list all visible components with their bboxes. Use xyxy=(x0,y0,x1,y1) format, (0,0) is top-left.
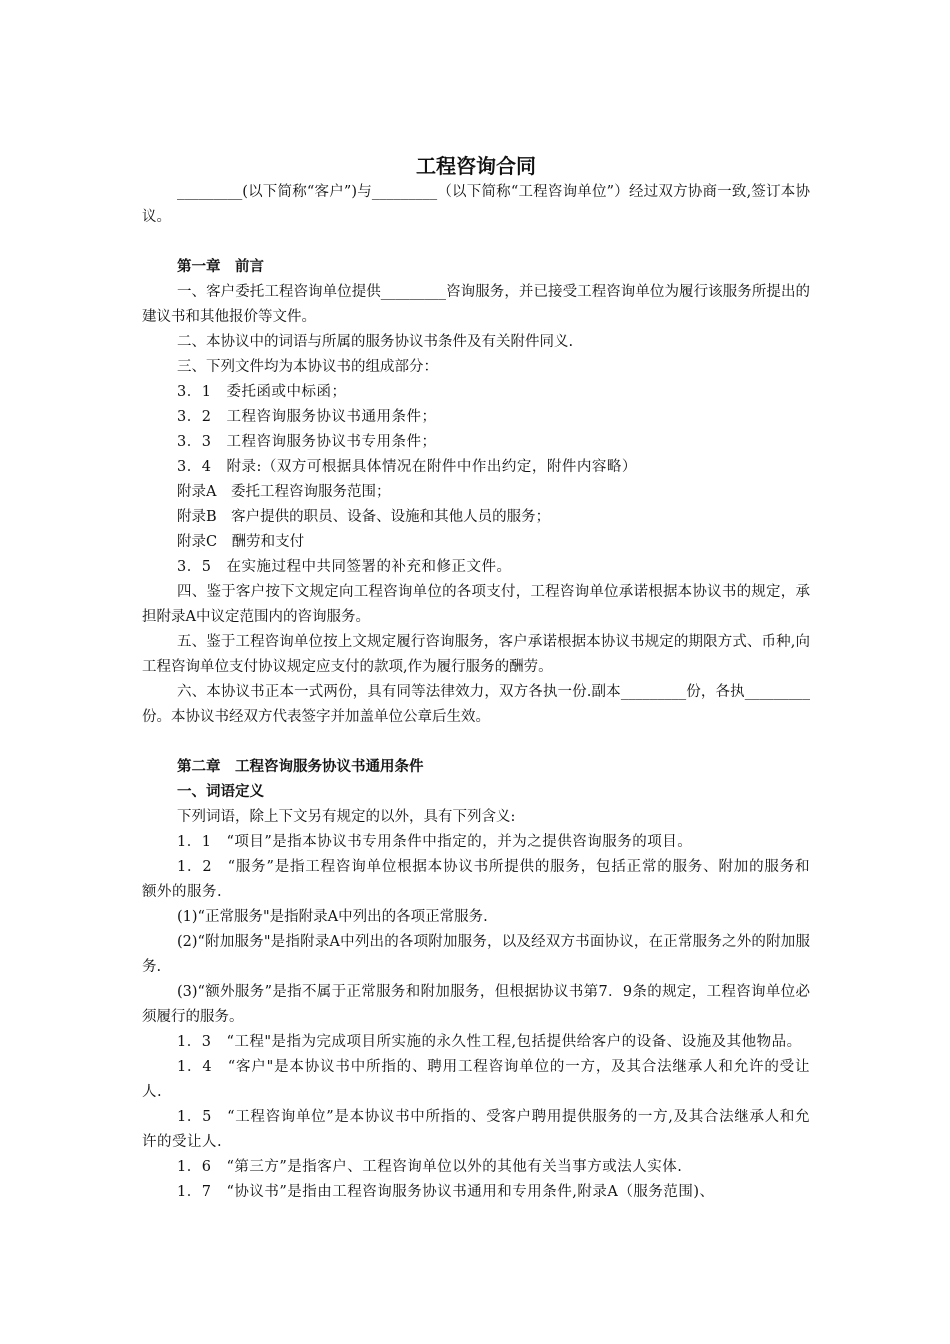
chapter2-subheading: 一、词语定义 xyxy=(177,784,264,800)
definition-subitem: (3)“额外服务”是指不属于正常服务和附加服务，但根据协议书第7．9条的规定，工程咨询单位必须履行的服务。 xyxy=(142,984,810,1025)
chapter1-list-item: 3．4 附录:（双方可根据具体情况在附件中作出约定，附件内容略） xyxy=(177,459,637,475)
definition-item: 1．4 “客户"是本协议书中所指的、聘用工程咨询单位的一方，及其合法继承人和允许的受让人. xyxy=(142,1059,810,1100)
chapter2-paragraph: 下列词语，除上下文另有规定的以外，具有下列含义: xyxy=(177,809,516,825)
chapter1-paragraph: 三、下列文件均为本协议书的组成部分： xyxy=(177,359,438,375)
chapter1-paragraph: 一、客户委托工程咨询单位提供_________咨询服务，并已接受工程咨询单位为履行该服务所提出的建议书和其他报价等文件。 xyxy=(142,284,810,325)
chapter1-list-item: 3．3 工程咨询服务协议书专用条件； xyxy=(177,434,437,450)
chapter1-list-item: 3．1 委托函或中标函； xyxy=(177,384,347,400)
document-title: 工程咨询合同 xyxy=(416,154,536,178)
chapter1-paragraph: 四、鉴于客户按下文规定向工程咨询单位的各项支付，工程咨询单位承诺根据本协议书的规定，承担附录A中议定范围内的咨询服务。 xyxy=(142,584,810,625)
definition-subitem: (1)“正常服务"是指附录A中列出的各项正常服务. xyxy=(177,909,488,925)
chapter1-heading: 第一章 前言 xyxy=(177,259,264,275)
chapter1-list-item: 3．2 工程咨询服务协议书通用条件； xyxy=(177,409,437,425)
definition-item: 1．3 “工程"是指为完成项目所实施的永久性工程,包括提供给客户的设备、设施及其他物品。 xyxy=(177,1034,802,1050)
chapter1-paragraph: 五、鉴于工程咨询单位按上文规定履行咨询服务，客户承诺根据本协议书规定的期限方式、币种,向工程咨询单位支付协议规定应支付的款项,作为履行服务的酬劳。 xyxy=(142,634,810,675)
chapter1-paragraph: 六、本协议书正本一式两份，具有同等法律效力，双方各执一份.副本_________份，各执_________份。本协议书经双方代表签字并加盖单位公章后生效。 xyxy=(142,684,810,725)
definition-item: 1．6 “第三方”是指客户、工程咨询单位以外的其他有关当事方或法人实体. xyxy=(177,1159,683,1175)
appendix-item: 附录C 酬劳和支付 xyxy=(177,534,305,550)
intro-paragraph: _________(以下简称“客户”)与_________（以下简称“工程咨询单位”）经过双方协商一致,签订本协议。 xyxy=(142,184,810,225)
definition-item: 1．2 “服务”是指工程咨询单位根据本协议书所提供的服务，包括正常的服务、附加的服务和额外的服务. xyxy=(142,859,810,900)
definition-item: 1．1 “项目”是指本协议书专用条件中指定的，并为之提供咨询服务的项目。 xyxy=(177,834,693,850)
definition-item: 1．5 “工程咨询单位”是本协议书中所指的、受客户聘用提供服务的一方,及其合法继承人和允许的受让人. xyxy=(142,1109,810,1150)
definition-item: 1．7 “协议书”是指由工程咨询服务协议书通用和专用条件,附录A（服务范围)、 xyxy=(177,1184,715,1200)
chapter1-paragraph: 二、本协议中的词语与所属的服务协议书条件及有关附件同义. xyxy=(177,334,574,350)
appendix-item: 附录B 客户提供的职员、设备、设施和其他人员的服务； xyxy=(177,509,551,525)
chapter2-heading: 第二章 工程咨询服务协议书通用条件 xyxy=(177,759,424,775)
document-page xyxy=(142,152,810,1205)
appendix-item: 附录A 委托工程咨询服务范围； xyxy=(177,484,391,500)
definition-subitem: (2)“附加服务"是指附录A中列出的各项附加服务，以及经双方书面协议，在正常服务之外的附加服务. xyxy=(142,934,810,975)
chapter1-list-item: 3．5 在实施过程中共同签署的补充和修正文件。 xyxy=(177,559,512,575)
